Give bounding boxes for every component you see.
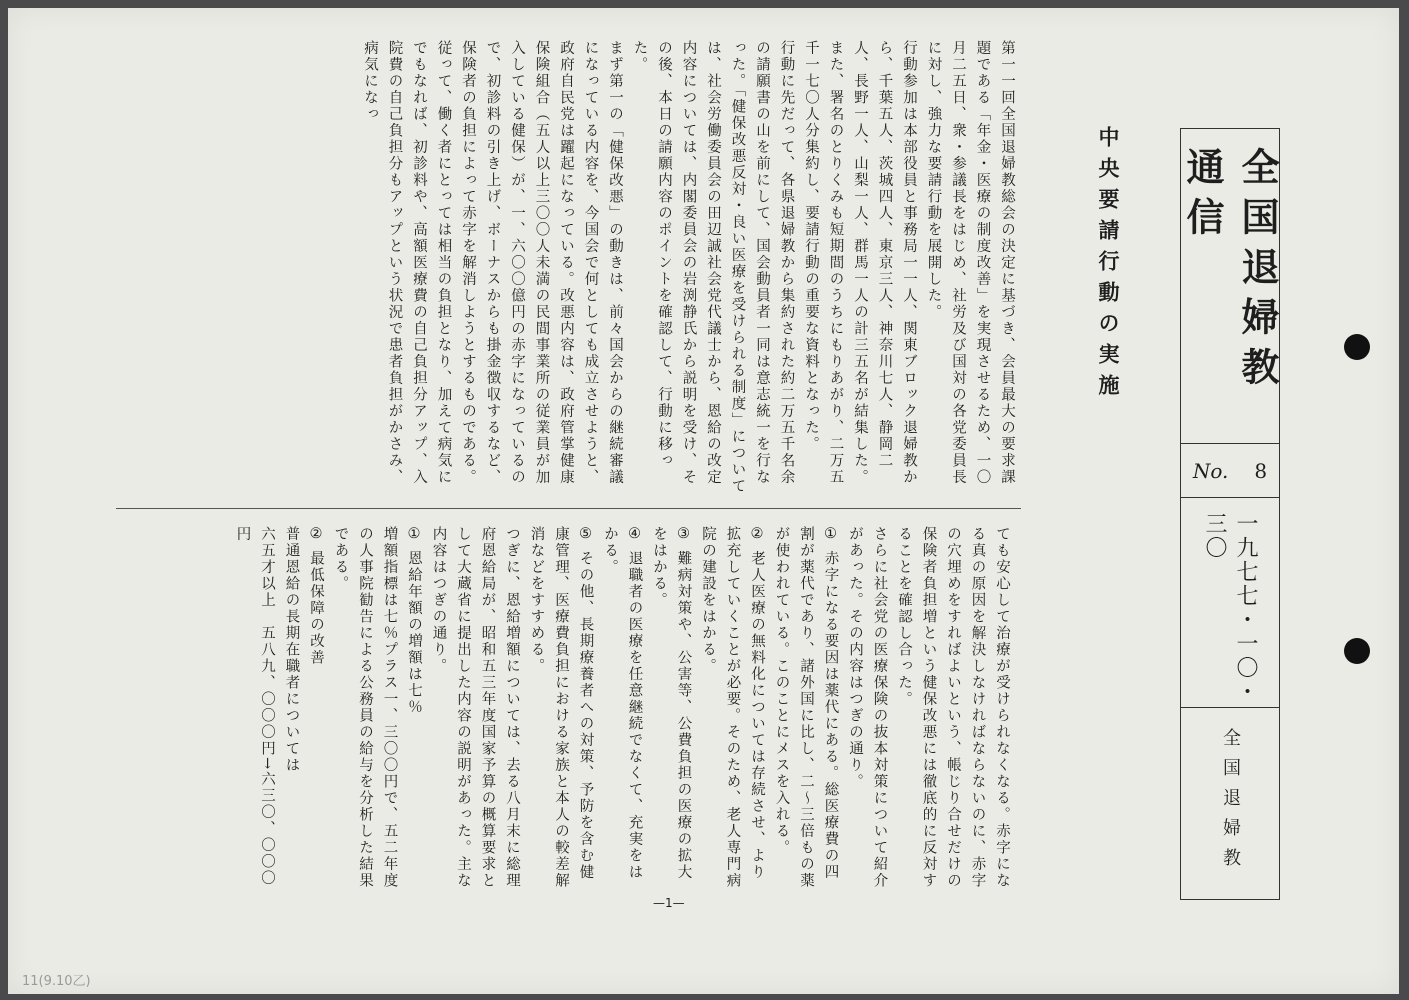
issue-number: 8 (1254, 458, 1268, 483)
article-heading: 中央要請行動の実施 (1096, 126, 1121, 405)
masthead-title-box (1181, 129, 1279, 444)
paragraph: 普通恩給の長期在職者については (283, 526, 300, 774)
issue-number-box (1181, 444, 1279, 498)
list-item: ③ 難病対策や、公害等、公費負担の医療の拡大をはかる。 (651, 526, 692, 881)
paragraph: 増額指標は七％プラス一、三〇〇円で、五二年度の人事院勧告による公務員の給与を分析した結果である。 (332, 526, 398, 889)
paragraph: 六五才以上 五八九、〇〇〇円→六三〇、〇〇〇円 (234, 526, 275, 887)
page-number: —1— (653, 896, 685, 910)
paragraph: 行動参加は本部役員と事務局一一人、関東ブロック退婦教から、千葉五人、茨城四人、東京三人、神奈川七人、静岡二人、長野一人、山梨一人、群馬一人の計三五名が結集した。また、署名のとりくみも短期間のうちにもりあがり、二万五千一七〇人分集約し、要請行動の重要な資料となった。 (803, 40, 917, 486)
issue-date: 一九七七・一〇・三〇 (1202, 512, 1258, 704)
publisher-box (1181, 708, 1279, 898)
list-item: ② 老人医療の無料化については存続させ、より拡充していくことが必要。そのため、老人専門病院の建設をはかる。 (700, 526, 765, 889)
paragraph: 行動に先だって、各県退婦教から集約された約二万五千名余の請願書の山を前にして、国会動員者一同は意志統一を行なった。「健保改悪反対・良い医療を受けられる制度」については、社会労働委員会の田辺誠社会党代議士から、恩給の改定内容については、内閣委員会の岩渕静氏から説明を受け、その後、本日の請願内容のポイントを確認して、行動に移った。 (631, 40, 795, 495)
article-bottom-section (134, 526, 1014, 891)
issue-date-box (1181, 498, 1279, 708)
list-item: ⑤ その他、長期療養者への対策、予防を含む健康管理、医療費負担における家族と本人の較差解消などをすすめる。 (528, 526, 594, 889)
pencil-annotation: 11(9.10乙) (22, 974, 91, 989)
publisher-name: 全国退婦教 (1220, 728, 1241, 878)
list-item: ① 恩給年額の増額は七％ (406, 526, 422, 716)
paragraph: つぎに、恩給増額については、去る八月末に総理府恩給局が、昭和五三年度国家予算の概算要求として大蔵省に提出した内容の説明があった。主な内容はつぎの通り。 (430, 526, 520, 889)
issue-number-label: No. (1192, 458, 1229, 483)
paragraph: さらに社会党の医療保険の抜本対策について紹介があった。その内容はつぎの通り。 (847, 526, 888, 889)
list-item: ④ 退職者の医療を任意継続でなくて、充実をはかる。 (602, 526, 643, 881)
article-top-section (139, 40, 1019, 495)
paragraph: ても安心して治療が受けられなくなる。赤字になる真の原因を解決しなければならないのに、赤字の穴埋めをすればよいという、帳じり合せだけの保険者負担増という健保改悪には徹底的に反対することを確認し合った。 (896, 526, 1010, 889)
section-divider (116, 508, 1021, 509)
punch-hole (1344, 638, 1370, 664)
list-item: ① 赤字になる要因は薬代にある。総医療費の四割が薬代であり、諸外国に比し、二〜三倍もの薬が使われている。このことにメスを入れる。 (773, 526, 839, 889)
newsletter-title: 全国退婦教通信 (1180, 147, 1280, 397)
paragraph: まず第一の「健保改悪」の動きは、前々国会からの継続審議になっている内容を、今国会で何としても成立させようと、政府自民党は躍起になっている。改悪内容は、政府管掌健康保険組合（五人以上三〇〇人未満の民間事業所の従業員が加入している健保）が、一、六〇〇億円の赤字になっているので、初診料の引き上げ、ボーナスからも掛金徴収するなど、保険者の負担によって赤字を解消しようとするものである。従って、働く者にとっては相当の負担となり、加えて病気にでもなれば、初診料や、高額医療費の自己負担分アップ、入院費の自己負担分もアップという状況で患者負担がかさみ、病気になっ (362, 40, 623, 486)
masthead (1180, 128, 1280, 900)
list-item: ② 最低保障の改善 (308, 526, 324, 667)
document-page (8, 8, 1399, 994)
paragraph: 第一一回全国退婦教総会の決定に基づき、会員最大の要求課題である「年金・医療の制度改善」を実現させるため、一〇月二五日、衆・参議長をはじめ、社労及び国対の各党委員長に対し、強力な要請行動を展開した。 (925, 40, 1015, 486)
punch-hole (1344, 334, 1370, 360)
